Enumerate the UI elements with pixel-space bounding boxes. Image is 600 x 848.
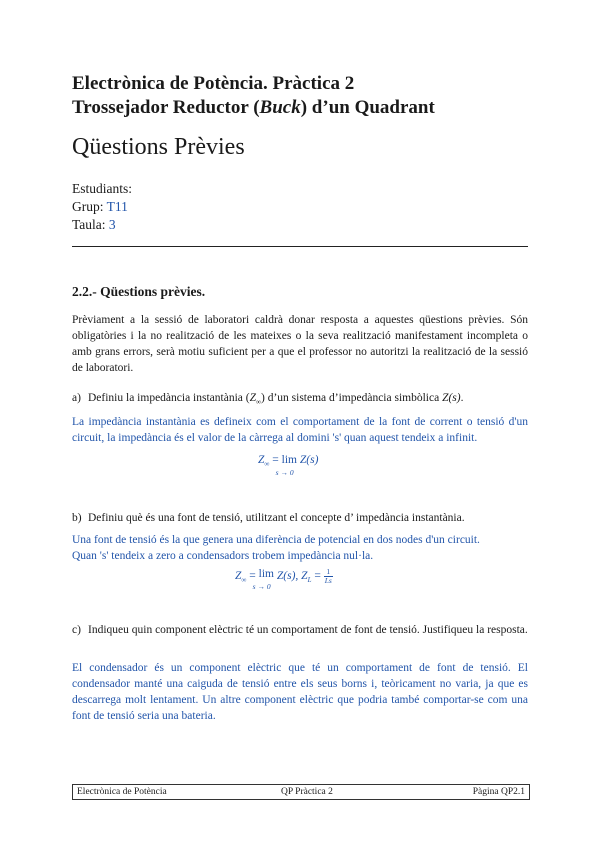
- equation-a: $Z_\infty = \lim$ s → 0 Z(s): [258, 454, 319, 477]
- intro-paragraph: Prèviament a la sessió de laboratori caldrà donar resposta a aquestes qüestions prèvies. Són obligatòries i la no realització de les mateixes o la seva realització manifestament incompleta o amb grans errors, serà motiu suficient per a que el professor no autoritzi la realització de la sessió de laboratori.: [72, 314, 528, 374]
- question-c: c) Indiqueu quin component elèctric té un comportament de font de tensió. Justifiqueu la resposta.: [72, 624, 528, 636]
- page-footer: [72, 784, 530, 800]
- divider: [72, 246, 528, 247]
- group-value: T11: [106, 199, 128, 214]
- footer-page: Pàgina QP2.1: [472, 787, 525, 797]
- group-line: Grup: T11: [72, 199, 128, 214]
- title-line-2: Trossejador Reductor (Buck) d’un Quadrant: [72, 97, 435, 118]
- page-title: Qüestions Prèvies: [72, 134, 245, 160]
- footer-left: Electrònica de Potència: [77, 787, 167, 797]
- equation-b: $Z_\infty = \lim$ s → 0 Z(s), $Z_L$ = $\frac{1}{Ls}$: [235, 567, 332, 591]
- table-line: Taula: 3: [72, 217, 116, 232]
- footer-center: QP Pràctica 2: [281, 787, 333, 797]
- table-value: 3: [108, 217, 116, 232]
- answer-a: La impedància instantània es defineix com el comportament de la font de corrent o tensió d'un circuit, la impedància és el valor de la càrrega al domini 's' quan aquest tendeix a infinit.: [72, 416, 528, 444]
- question-a: a) Definiu la impedància instantània $(Z_\infty)$ d’un sistema d’impedància simbòlica Z(s).: [72, 392, 464, 406]
- answer-c: El condensador és un component elèctric que té un comportament de font de tensió. El condensador manté una caiguda de tensió entre els seus borns i, teòricament no varia, ja que es descarrega molt lentament. Un altre component elèctric que podria també comportar-se com una font de tensió seria una bateria.: [72, 662, 528, 722]
- title-line-1: Electrònica de Potència. Pràctica 2: [72, 73, 355, 94]
- answer-b-line-2: Quan 's' tendeix a zero a condensadors trobem impedància nul·la.: [72, 550, 374, 562]
- students-label: Estudiants:: [72, 181, 132, 196]
- question-b: b) Definiu què és una font de tensió, utilitzant el concepte d’ impedància instantània.: [72, 512, 465, 524]
- section-title: 2.2.- Qüestions prèvies.: [72, 284, 206, 299]
- answer-b-line-1: Una font de tensió és la que genera una diferència de potencial en dos nodes d'un circuit.: [72, 534, 480, 546]
